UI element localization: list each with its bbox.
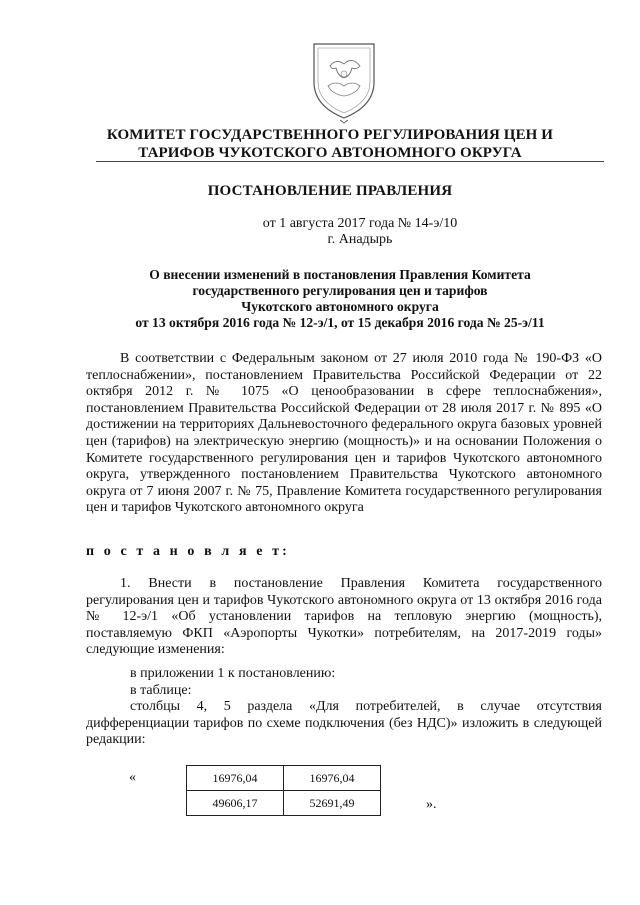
document-type: ПОСТАНОВЛЕНИЕ ПРАВЛЕНИЯ — [207, 183, 453, 199]
org-line-2: ТАРИФОВ ЧУКОТСКОГО АВТОНОМНОГО ОКРУГА — [138, 145, 522, 161]
subject-line-2: государственного регулирования цен и тарифов — [192, 283, 488, 298]
table-cell: 52691,49 — [284, 791, 381, 816]
table-row — [187, 791, 381, 816]
open-quote: « — [129, 770, 136, 785]
subject-line-3: Чукотского автономного округа — [241, 299, 439, 314]
table-row — [187, 766, 381, 791]
tariff-values-table — [186, 765, 381, 816]
organization-name — [60, 126, 600, 162]
table-cell: 16976,04 — [187, 766, 284, 791]
document-date-number: от 1 августа 2017 года № 14-э/10 — [262, 216, 458, 231]
item-1-paragraph: 1. Внести в постановление Правления Комитета государственного регулирования цен и тарифов Чукотского автономного округа от 13 октября 2016 года № 12-э/1 «Об установлении тарифов на тепловую энергию (мощность), поставляемую ФКП «Аэропорты Чукотки» потребителям, на 2017-2019 годы» следующие изменения: — [86, 576, 602, 658]
table-cell: 16976,04 — [284, 766, 381, 791]
close-quote: ». — [426, 797, 437, 812]
coat-of-arms-icon — [306, 36, 382, 124]
document-city: г. Анадырь — [327, 232, 393, 247]
document-subject — [60, 267, 620, 331]
org-line-1: КОМИТЕТ ГОСУДАРСТВЕННОГО РЕГУЛИРОВАНИЯ ЦЕН И — [106, 127, 554, 143]
columns-paragraph: столбцы 4, 5 раздела «Для потребителей, в случае отсутствия дифференциации тарифов по схеме подключения (без НДС)» изложить в следующей редакции: — [86, 699, 602, 748]
subject-line-4: от 13 октября 2016 года № 12-э/1, от 15 декабря 2016 года № 25-э/11 — [135, 315, 545, 330]
table-cell: 49606,17 — [187, 791, 284, 816]
table-line: в таблице: — [130, 683, 192, 698]
preamble-paragraph: В соответствии с Федеральным законом от 27 июля 2010 года № 190-ФЗ «О теплоснабжении», постановлением Правительства Российской Федерации от 22 октября 2012 г. № 1075 «О ценообразовании в сфере теплоснабжения», постановлением Правительства Российской Федерации от 28 июля 2017 г. № 895 «О достижении на территориях Дальневосточного федерального округа базовых уровней цен (тарифов) на электрическую энергию (мощность)» и на основании Положения о Комитете государственного регулирования цен и тарифов Чукотского автономного округа, утвержденного постановлением Правительства Чукотского автономного округа от 7 июня 2007 г. № 75, Правление Комитета государственного регулирования цен и тарифов Чукотского автономного округа — [86, 351, 602, 516]
subject-line-1: О внесении изменений в постановления Правления Комитета — [149, 267, 531, 282]
resolves-word: п о с т а н о в л я е т: — [86, 544, 290, 559]
header-divider — [96, 161, 604, 162]
annex-line: в приложении 1 к постановлению: — [130, 666, 336, 681]
